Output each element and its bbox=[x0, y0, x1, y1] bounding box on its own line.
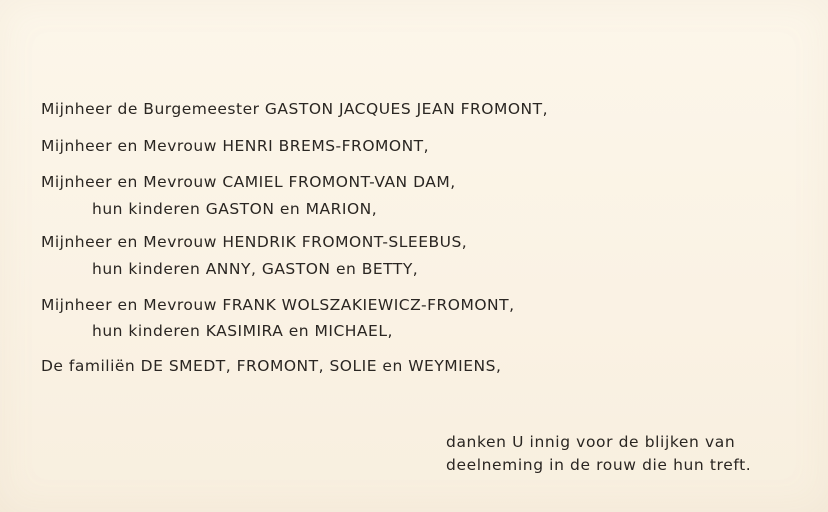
children-line-5: hun kinderen KASIMIRA en MICHAEL, bbox=[92, 322, 393, 340]
family-line-2: Mijnheer en Mevrouw HENRI BREMS-FROMONT, bbox=[41, 137, 430, 155]
family-line-4: Mijnheer en Mevrouw HENDRIK FROMONT-SLEEBUS, bbox=[41, 233, 468, 251]
family-line-5: Mijnheer en Mevrouw FRANK WOLSZAKIEWICZ-FROMONT, bbox=[41, 296, 515, 314]
children-line-3: hun kinderen GASTON en MARION, bbox=[92, 200, 378, 218]
family-line-3: Mijnheer en Mevrouw CAMIEL FROMONT-VAN DAM, bbox=[41, 173, 456, 191]
family-line-1: Mijnheer de Burgemeester GASTON JACQUES JEAN FROMONT, bbox=[41, 100, 549, 118]
closing-line-1: danken U innig voor de blijken van bbox=[446, 433, 736, 451]
closing-line-2: deelneming in de rouw die hun treft. bbox=[446, 456, 752, 474]
family-line-6: De familiën DE SMEDT, FROMONT, SOLIE en WEYMIENS, bbox=[41, 357, 502, 375]
children-line-4: hun kinderen ANNY, GASTON en BETTY, bbox=[92, 260, 419, 278]
